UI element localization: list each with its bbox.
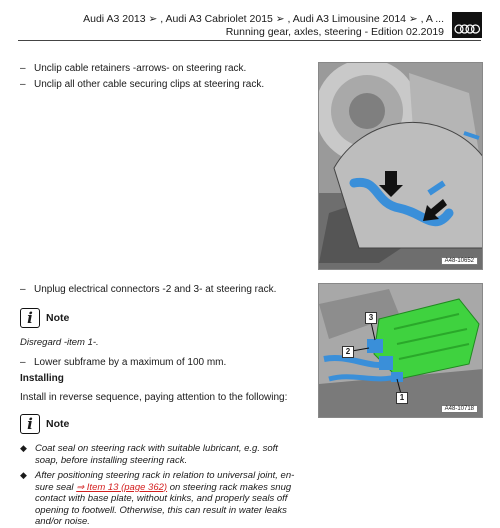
note-bullet-lubricant: ◆ Coat seal on steering rack with suitable lubricant, e.g. soft soap, before installing steering rack. (20, 443, 278, 466)
audi-rings-icon (452, 12, 482, 38)
callout-1: 1 (396, 392, 408, 404)
step-unclip-clips: – Unclip all other cable securing clips at steering rack. (20, 79, 265, 90)
note-text: Disregard -item 1-. (20, 337, 99, 348)
header-divider (18, 40, 481, 41)
info-icon: i (20, 308, 40, 328)
installing-intro: Install in reverse sequence, paying attention to the following: (20, 392, 288, 403)
callout-2: 2 (342, 346, 354, 358)
figure-id: A48-10652 (441, 257, 478, 265)
info-icon: i (20, 414, 40, 434)
section-heading-installing: Installing (20, 373, 64, 384)
figure-steering-rack-connectors (318, 283, 483, 418)
step-unclip-retainers: – Unclip cable retainers -arrows- on steering rack. (20, 63, 247, 74)
step-lower-subframe: – Lower subframe by a maximum of 100 mm. (20, 357, 227, 368)
item-13-link[interactable]: ⇒ Item 13 (page 362) (76, 481, 168, 493)
figure-id: A48-10718 (441, 405, 478, 413)
note-bullet-seal: ◆ After positioning steering rack in relation to universal joint, en- sure seal ⇒ Item 13 (page 362) on steering rack makes snug contact with base plate, without kinks, and properly seals off opening to footwell. Otherwise, this can result in water leaks and/or noise. (20, 470, 295, 527)
breadcrumb: Audi A3 2013 ➢ , Audi A3 Cabriolet 2015 ➢ , Audi A3 Limousine 2014 ➢ , A ... (83, 13, 444, 25)
figure-steering-rack-cables (318, 62, 483, 270)
note-label: Note (46, 418, 70, 430)
step-unplug-connectors: – Unplug electrical connectors -2 and 3- at steering rack. (20, 284, 277, 295)
callout-3: 3 (365, 312, 377, 324)
note-label: Note (46, 312, 70, 324)
document-subtitle: Running gear, axles, steering - Edition 02.2019 (225, 26, 444, 38)
